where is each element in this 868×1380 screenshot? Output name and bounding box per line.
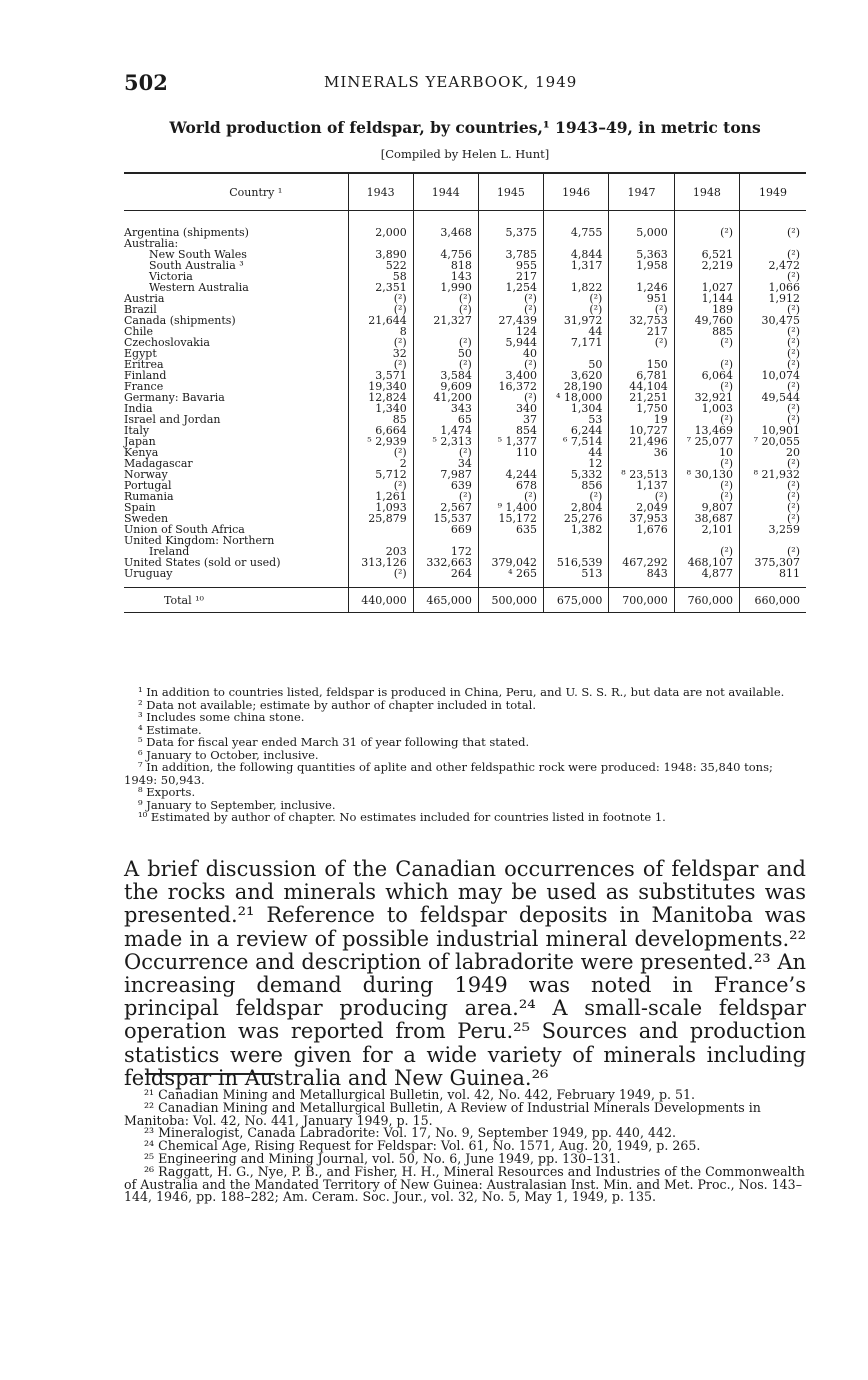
value-cell: (²) <box>740 271 806 282</box>
value-cell: 5,375 <box>478 227 543 238</box>
value-cell: (²) <box>674 480 739 491</box>
value-cell: (²) <box>740 227 806 238</box>
country-label: Egypt <box>124 347 157 360</box>
value-cell: ⁵ 2,939 <box>348 436 413 447</box>
country-name <box>124 337 348 348</box>
value-cell: 465,000 <box>413 588 478 613</box>
value-cell: (²) <box>674 546 739 557</box>
country-name <box>124 414 348 425</box>
value-cell: 1,003 <box>674 403 739 414</box>
value-cell: 1,912 <box>740 293 806 304</box>
value-cell: 32,753 <box>609 315 674 326</box>
page-header <box>124 70 806 96</box>
value-cell: 37,953 <box>609 513 674 524</box>
value-cell: 49,760 <box>674 315 739 326</box>
country-label: France <box>124 380 164 393</box>
value-cell: 678 <box>478 480 543 491</box>
country-label: Czechoslovakia <box>124 336 210 349</box>
value-cell: (²) <box>478 491 543 502</box>
value-cell: 313,126 <box>348 557 413 568</box>
value-cell: ⁷ 20,055 <box>740 436 806 447</box>
value-cell: (²) <box>348 447 413 458</box>
value-cell: 6,781 <box>609 370 674 381</box>
value-cell: 4,755 <box>543 227 608 238</box>
country-label: Kenya <box>124 446 159 459</box>
country-label: Canada (shipments) <box>124 314 236 327</box>
footnote: ³ Includes some china stone. <box>138 710 305 724</box>
value-cell: 1,382 <box>543 524 608 535</box>
value-cell: 1,317 <box>543 260 608 271</box>
value-cell: 217 <box>609 326 674 337</box>
table-row <box>124 227 806 238</box>
table-footnotes <box>124 686 806 824</box>
value-cell: (²) <box>478 304 543 315</box>
value-cell: 21,644 <box>348 315 413 326</box>
column-header: 1943 <box>348 173 413 211</box>
country-label: Israel and Jordan <box>124 413 221 426</box>
value-cell: 1,246 <box>609 282 674 293</box>
value-cell: 669 <box>413 524 478 535</box>
value-cell: 3,400 <box>478 370 543 381</box>
footnote-divider <box>145 1073 275 1075</box>
value-cell: (²) <box>413 359 478 370</box>
value-cell: (²) <box>543 293 608 304</box>
value-cell: 1,750 <box>609 403 674 414</box>
value-cell: 19,340 <box>348 381 413 392</box>
value-cell: 343 <box>413 403 478 414</box>
value-cell: (²) <box>609 304 674 315</box>
country-label: Finland <box>124 369 167 382</box>
value-cell: 1,676 <box>609 524 674 535</box>
value-cell: 31,972 <box>543 315 608 326</box>
value-cell: 340 <box>478 403 543 414</box>
table-spacer <box>124 579 806 588</box>
column-header: Country ¹ <box>124 173 348 211</box>
value-cell: 203 <box>348 546 413 557</box>
country-label: Japan <box>124 435 156 448</box>
table-row <box>124 315 806 326</box>
value-cell: 65 <box>413 414 478 425</box>
value-cell: 8 <box>348 326 413 337</box>
value-cell: 2 <box>348 458 413 469</box>
table-spacer <box>124 211 806 228</box>
value-cell: (²) <box>609 337 674 348</box>
table-body <box>124 211 806 613</box>
value-cell: 1,304 <box>543 403 608 414</box>
value-cell: (²) <box>674 414 739 425</box>
footnote: ⁵ Data for fiscal year ended March 31 of year following that stated. <box>138 735 530 749</box>
value-cell: 5,363 <box>609 249 674 260</box>
value-cell: 3,890 <box>348 249 413 260</box>
page-number: 502 <box>124 70 168 95</box>
value-cell <box>478 535 543 546</box>
value-cell: 1,066 <box>740 282 806 293</box>
value-cell: (²) <box>740 502 806 513</box>
column-header: 1949 <box>740 173 806 211</box>
value-cell: 150 <box>609 359 674 370</box>
value-cell: 30,475 <box>740 315 806 326</box>
country-label: Sweden <box>124 512 169 525</box>
value-cell: ⁵ 2,313 <box>413 436 478 447</box>
value-cell: 843 <box>609 568 674 579</box>
reference-note: ²⁶ Raggatt, H. G., Nye, P. B., and Fisher, H. H., Mineral Resources and Industries of the Commonwealth of Australia and the Mandated Territory of New Guinea: Australasian Inst. Min. and Met. Proc., Nos. 143–144, 1946, pp. 188–282; Am. Ceram. Soc. Jour., vol. 32, No. 5, May 1, 1949, p. 135. <box>124 1163 805 1205</box>
value-cell: 5,332 <box>543 469 608 480</box>
value-cell: 635 <box>478 524 543 535</box>
column-header: 1946 <box>543 173 608 211</box>
country-label: South Australia ³ <box>149 259 244 272</box>
value-cell: (²) <box>413 293 478 304</box>
table-header-row <box>124 173 806 211</box>
value-cell: 2,567 <box>413 502 478 513</box>
country-name <box>124 315 348 326</box>
value-cell: 44,104 <box>609 381 674 392</box>
value-cell: 27,439 <box>478 315 543 326</box>
value-cell: 440,000 <box>348 588 413 613</box>
value-cell: ⁷ 25,077 <box>674 436 739 447</box>
value-cell: 50 <box>543 359 608 370</box>
value-cell: 12,824 <box>348 392 413 403</box>
country-label: Brazil <box>124 303 157 316</box>
value-cell: (²) <box>478 392 543 403</box>
value-cell: (²) <box>674 381 739 392</box>
value-cell: (²) <box>740 326 806 337</box>
value-cell: ⁸ 30,130 <box>674 469 739 480</box>
footnote: ⁹ January to September, inclusive. <box>138 797 336 812</box>
value-cell: 856 <box>543 480 608 491</box>
value-cell: 379,042 <box>478 557 543 568</box>
value-cell: 6,244 <box>543 425 608 436</box>
value-cell: ⁴ 265 <box>478 568 543 579</box>
value-cell: 13,469 <box>674 425 739 436</box>
country-name <box>124 293 348 304</box>
value-cell: 522 <box>348 260 413 271</box>
value-cell: 1,474 <box>413 425 478 436</box>
value-cell: (²) <box>740 381 806 392</box>
value-cell: 143 <box>413 271 478 282</box>
value-cell: 1,958 <box>609 260 674 271</box>
value-cell: 854 <box>478 425 543 436</box>
footnote: ¹ In addition to countries listed, feldspar is produced in China, Peru, and U. S. S. R., but data are not available. <box>138 685 785 699</box>
value-cell: (²) <box>740 491 806 502</box>
value-cell: 21,251 <box>609 392 674 403</box>
value-cell: 818 <box>413 260 478 271</box>
reference-note: ²² Canadian Mining and Metallurgical Bulletin, A Review of Industrial Minerals Developments in Manitoba: Vol. 42, No. 441, January 1949, p. 15. <box>124 1099 761 1128</box>
value-cell: 25,879 <box>348 513 413 524</box>
value-cell: 217 <box>478 271 543 282</box>
value-cell: 44 <box>543 447 608 458</box>
country-label: Eritrea <box>124 358 164 371</box>
body-paragraph: A brief discussion of the Canadian occurrences of feldspar and the rocks and minerals which may be used as substitutes was presented.²¹ Reference to feldspar deposits in Manitoba was made in a review of possible industrial mineral developments.²² Occurrence and description of labradorite were presented.²³ An increasing demand during 1949 was noted in France’s principal feldspar producing area.²⁴ A small-scale feldspar operation was reported from Peru.²⁵ Sources and production statistics were given for a wide variety of minerals including feldspar in Australia and New Guinea.²⁶ <box>124 857 807 1090</box>
country-label: India <box>124 402 153 415</box>
value-cell: 3,259 <box>740 524 806 535</box>
footnote: ⁷ In addition, the following quantities of aplite and other feldspathic rock were produced: 1948: 35,840 tons; 1949: 50,943. <box>124 760 773 787</box>
value-cell: 41,200 <box>413 392 478 403</box>
value-cell: 3,468 <box>413 227 478 238</box>
footnote: ¹⁰ Estimated by author of chapter. No estimates included for countries listed in footnote 1. <box>138 810 666 824</box>
country-label: United Kingdom: Northern <box>124 534 275 547</box>
value-cell: 1,144 <box>674 293 739 304</box>
value-cell: 1,822 <box>543 282 608 293</box>
country-label: Norway <box>124 468 168 481</box>
value-cell: 3,620 <box>543 370 608 381</box>
value-cell: 4,244 <box>478 469 543 480</box>
value-cell: 38,687 <box>674 513 739 524</box>
value-cell: ⁴ 18,000 <box>543 392 608 403</box>
value-cell: 951 <box>609 293 674 304</box>
country-label: Spain <box>124 501 156 514</box>
value-cell: ⁸ 21,932 <box>740 469 806 480</box>
value-cell: 85 <box>348 414 413 425</box>
country-name <box>124 392 348 403</box>
value-cell: 32,921 <box>674 392 739 403</box>
value-cell: 516,539 <box>543 557 608 568</box>
value-cell: 4,756 <box>413 249 478 260</box>
value-cell: 21,496 <box>609 436 674 447</box>
value-cell: 375,307 <box>740 557 806 568</box>
value-cell: 15,172 <box>478 513 543 524</box>
value-cell: (²) <box>740 304 806 315</box>
footnote: ⁸ Exports. <box>138 785 196 799</box>
value-cell: (²) <box>740 249 806 260</box>
value-cell: 3,584 <box>413 370 478 381</box>
value-cell: 1,990 <box>413 282 478 293</box>
value-cell: (²) <box>478 293 543 304</box>
value-cell: 53 <box>543 414 608 425</box>
country-label: Chile <box>124 325 154 338</box>
value-cell: 12 <box>543 458 608 469</box>
value-cell: 467,292 <box>609 557 674 568</box>
country-name <box>124 568 348 579</box>
country-label: Madagascar <box>124 457 193 470</box>
table-subtitle: [Compiled by Helen L. Hunt] <box>380 147 550 161</box>
value-cell: 49,544 <box>740 392 806 403</box>
value-cell: 7,171 <box>543 337 608 348</box>
value-cell: (²) <box>740 337 806 348</box>
value-cell: 5,712 <box>348 469 413 480</box>
value-cell: (²) <box>674 458 739 469</box>
value-cell: 1,254 <box>478 282 543 293</box>
value-cell: 19 <box>609 414 674 425</box>
value-cell: 760,000 <box>674 588 739 613</box>
value-cell: ⁶ 7,514 <box>543 436 608 447</box>
value-cell: 500,000 <box>478 588 543 613</box>
value-cell <box>543 535 608 546</box>
value-cell: 2,472 <box>740 260 806 271</box>
value-cell: 639 <box>413 480 478 491</box>
value-cell: 3,785 <box>478 249 543 260</box>
value-cell: 1,340 <box>348 403 413 414</box>
reference-footnotes <box>124 1089 806 1204</box>
table-title: World production of feldspar, by countries,¹ 1943–49, in metric tons <box>169 118 761 137</box>
value-cell: 811 <box>740 568 806 579</box>
value-cell: 2,101 <box>674 524 739 535</box>
footnote: ⁶ January to October, inclusive. <box>138 747 319 762</box>
value-cell: 2,351 <box>348 282 413 293</box>
value-cell: (²) <box>740 348 806 359</box>
value-cell <box>348 524 413 535</box>
country-label: Portugal <box>124 479 172 492</box>
value-cell: (²) <box>674 227 739 238</box>
value-cell: 660,000 <box>740 588 806 613</box>
value-cell: (²) <box>740 458 806 469</box>
footnote: ⁴ Estimate. <box>138 722 202 737</box>
value-cell: (²) <box>740 513 806 524</box>
value-cell: (²) <box>674 359 739 370</box>
value-cell: (²) <box>413 337 478 348</box>
value-cell: (²) <box>740 480 806 491</box>
value-cell: 2,000 <box>348 227 413 238</box>
country-label: Victoria <box>149 270 193 283</box>
value-cell: 25,276 <box>543 513 608 524</box>
value-cell: 37 <box>478 414 543 425</box>
value-cell: 3,571 <box>348 370 413 381</box>
value-cell: 2,219 <box>674 260 739 271</box>
value-cell: (²) <box>413 304 478 315</box>
country-label: Italy <box>124 424 150 437</box>
country-label: United States (sold or used) <box>124 556 281 569</box>
value-cell: 124 <box>478 326 543 337</box>
value-cell: 10,074 <box>740 370 806 381</box>
value-cell: 1,027 <box>674 282 739 293</box>
value-cell: (²) <box>348 293 413 304</box>
country-label: New South Wales <box>149 248 247 261</box>
value-cell: (²) <box>740 546 806 557</box>
value-cell: 172 <box>413 546 478 557</box>
value-cell: (²) <box>674 491 739 502</box>
value-cell: ⁸ 23,513 <box>609 469 674 480</box>
value-cell: 10,901 <box>740 425 806 436</box>
column-header: 1945 <box>478 173 543 211</box>
value-cell: 21,327 <box>413 315 478 326</box>
value-cell: (²) <box>413 491 478 502</box>
country-label: Argentina (shipments) <box>124 226 249 239</box>
reference-note: ²⁵ Engineering and Mining Journal, vol. 50, No. 6, June 1949, pp. 130–131. <box>144 1150 621 1166</box>
table-row <box>124 568 806 579</box>
value-cell: 2,804 <box>543 502 608 513</box>
value-cell: (²) <box>348 304 413 315</box>
country-label: Germany: Bavaria <box>124 391 225 404</box>
reference-note: ²¹ Canadian Mining and Metallurgical Bulletin, vol. 42, No. 442, February 1949, p. 51. <box>144 1087 696 1102</box>
value-cell: 32 <box>348 348 413 359</box>
value-cell: 6,664 <box>348 425 413 436</box>
value-cell: 468,107 <box>674 557 739 568</box>
value-cell: 20 <box>740 447 806 458</box>
value-cell: 9,807 <box>674 502 739 513</box>
value-cell: 1,261 <box>348 491 413 502</box>
value-cell: 34 <box>413 458 478 469</box>
value-cell: (²) <box>478 359 543 370</box>
country-label: Union of South Africa <box>124 523 245 536</box>
running-title: MINERALS YEARBOOK, 1949 <box>324 73 578 91</box>
country-name <box>124 425 348 436</box>
value-cell: 4,877 <box>674 568 739 579</box>
value-cell: (²) <box>348 359 413 370</box>
value-cell: 16,372 <box>478 381 543 392</box>
country-label: Australia: <box>124 237 179 250</box>
value-cell: 28,190 <box>543 381 608 392</box>
column-header: 1944 <box>413 173 478 211</box>
value-cell: 5,000 <box>609 227 674 238</box>
column-header: 1947 <box>609 173 674 211</box>
value-cell: 9,609 <box>413 381 478 392</box>
value-cell: (²) <box>740 403 806 414</box>
value-cell: (²) <box>543 491 608 502</box>
value-cell: 4,844 <box>543 249 608 260</box>
value-cell: 955 <box>478 260 543 271</box>
footnote: ² Data not available; estimate by author of chapter included in total. <box>138 697 536 712</box>
column-header: 1948 <box>674 173 739 211</box>
production-table <box>124 172 806 613</box>
value-cell: (²) <box>348 480 413 491</box>
value-cell: (²) <box>348 568 413 579</box>
value-cell: ⁵ 1,377 <box>478 436 543 447</box>
value-cell: 2,049 <box>609 502 674 513</box>
country-label: Rumania <box>124 490 174 503</box>
value-cell: 36 <box>609 447 674 458</box>
value-cell: 10 <box>674 447 739 458</box>
value-cell: 264 <box>413 568 478 579</box>
value-cell: (²) <box>609 491 674 502</box>
value-cell: (²) <box>740 359 806 370</box>
total-label <box>124 588 348 613</box>
country-label: Uruguay <box>124 567 173 580</box>
value-cell: 513 <box>543 568 608 579</box>
value-cell: 1,093 <box>348 502 413 513</box>
value-cell: 110 <box>478 447 543 458</box>
value-cell: 189 <box>674 304 739 315</box>
value-cell: 5,944 <box>478 337 543 348</box>
value-cell: (²) <box>543 304 608 315</box>
value-cell: 7,987 <box>413 469 478 480</box>
value-cell: 675,000 <box>543 588 608 613</box>
value-cell: (²) <box>348 337 413 348</box>
value-cell: ⁹ 1,400 <box>478 502 543 513</box>
value-cell: (²) <box>413 447 478 458</box>
value-cell: (²) <box>740 414 806 425</box>
total-row <box>124 588 806 613</box>
country-name <box>124 491 348 502</box>
value-cell: 1,137 <box>609 480 674 491</box>
value-cell: 58 <box>348 271 413 282</box>
value-cell: 50 <box>413 348 478 359</box>
value-cell: 332,663 <box>413 557 478 568</box>
country-label: Total ¹⁰ <box>164 593 204 607</box>
country-label: Western Australia <box>149 281 249 294</box>
value-cell: 885 <box>674 326 739 337</box>
value-cell: 10,727 <box>609 425 674 436</box>
country-label: Austria <box>124 292 165 305</box>
value-cell: 6,521 <box>674 249 739 260</box>
value-cell: (²) <box>674 337 739 348</box>
value-cell: 700,000 <box>609 588 674 613</box>
value-cell: 15,537 <box>413 513 478 524</box>
value-cell: 6,064 <box>674 370 739 381</box>
country-label: Ireland <box>149 545 190 558</box>
value-cell: 40 <box>478 348 543 359</box>
value-cell: 44 <box>543 326 608 337</box>
reference-note: ²⁴ Chemical Age, Rising Request for Feldspar: Vol. 61, No. 1571, Aug. 20, 1949, p. 265. <box>144 1138 701 1154</box>
value-cell <box>609 535 674 546</box>
reference-note: ²³ Mineralogist, Canada Labradorite: Vol. 17, No. 9, September 1949, pp. 440, 442. <box>144 1125 676 1141</box>
